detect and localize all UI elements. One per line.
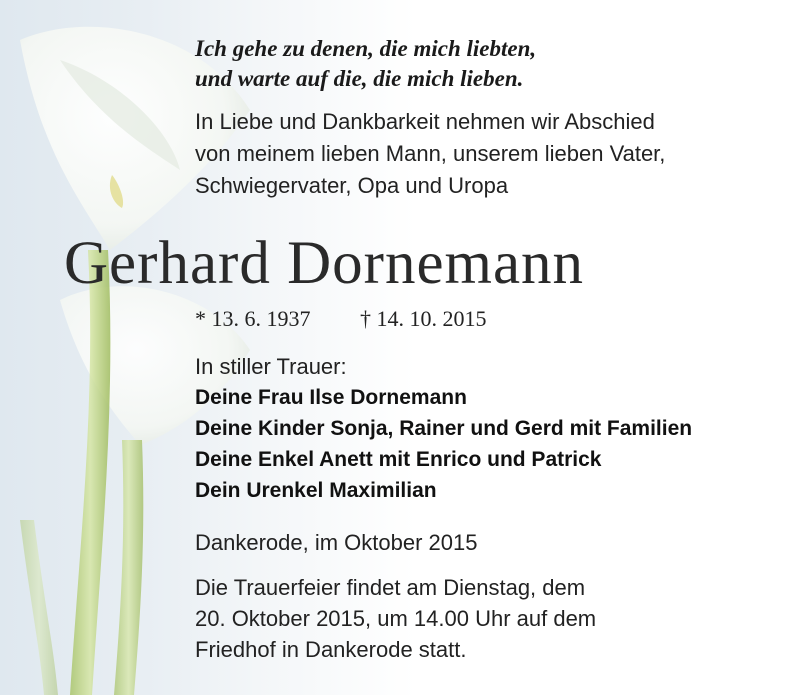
quote-line: und warte auf die, die mich lieben. xyxy=(195,66,524,91)
quote xyxy=(195,34,536,94)
place-and-date: Dankerode, im Oktober 2015 xyxy=(195,530,478,555)
service-line: Die Trauerfeier findet am Dienstag, dem xyxy=(195,575,586,600)
service-line: Friedhof in Dankerode statt. xyxy=(195,637,467,662)
intro-line: von meinem lieben Mann, unserem lieben Vater, xyxy=(195,141,666,166)
service-line: 20. Oktober 2015, um 14.00 Uhr auf dem xyxy=(195,606,597,631)
mourner-line: Deine Kinder Sonja, Rainer und Gerd mit Familien xyxy=(195,417,693,440)
intro-text xyxy=(195,106,665,202)
life-dates xyxy=(195,304,487,334)
mourner-line: Dein Urenkel Maximilian xyxy=(195,479,437,502)
deceased-name: Gerhard Dornemann xyxy=(64,230,585,297)
death-date: † 14. 10. 2015 xyxy=(360,306,487,331)
service-info xyxy=(195,572,596,665)
mourner-line: Deine Enkel Anett mit Enrico und Patrick xyxy=(195,448,602,471)
birth-date: * 13. 6. 1937 xyxy=(195,306,311,331)
intro-line: In Liebe und Dankbarkeit nehmen wir Abschied xyxy=(195,109,655,134)
quote-line: Ich gehe zu denen, die mich liebten, xyxy=(195,36,537,61)
mourners-list xyxy=(195,382,692,506)
intro-line: Schwiegervater, Opa und Uropa xyxy=(195,173,509,198)
mourning-label: In stiller Trauer: xyxy=(195,354,347,379)
mourner-line: Deine Frau Ilse Dornemann xyxy=(195,386,467,409)
